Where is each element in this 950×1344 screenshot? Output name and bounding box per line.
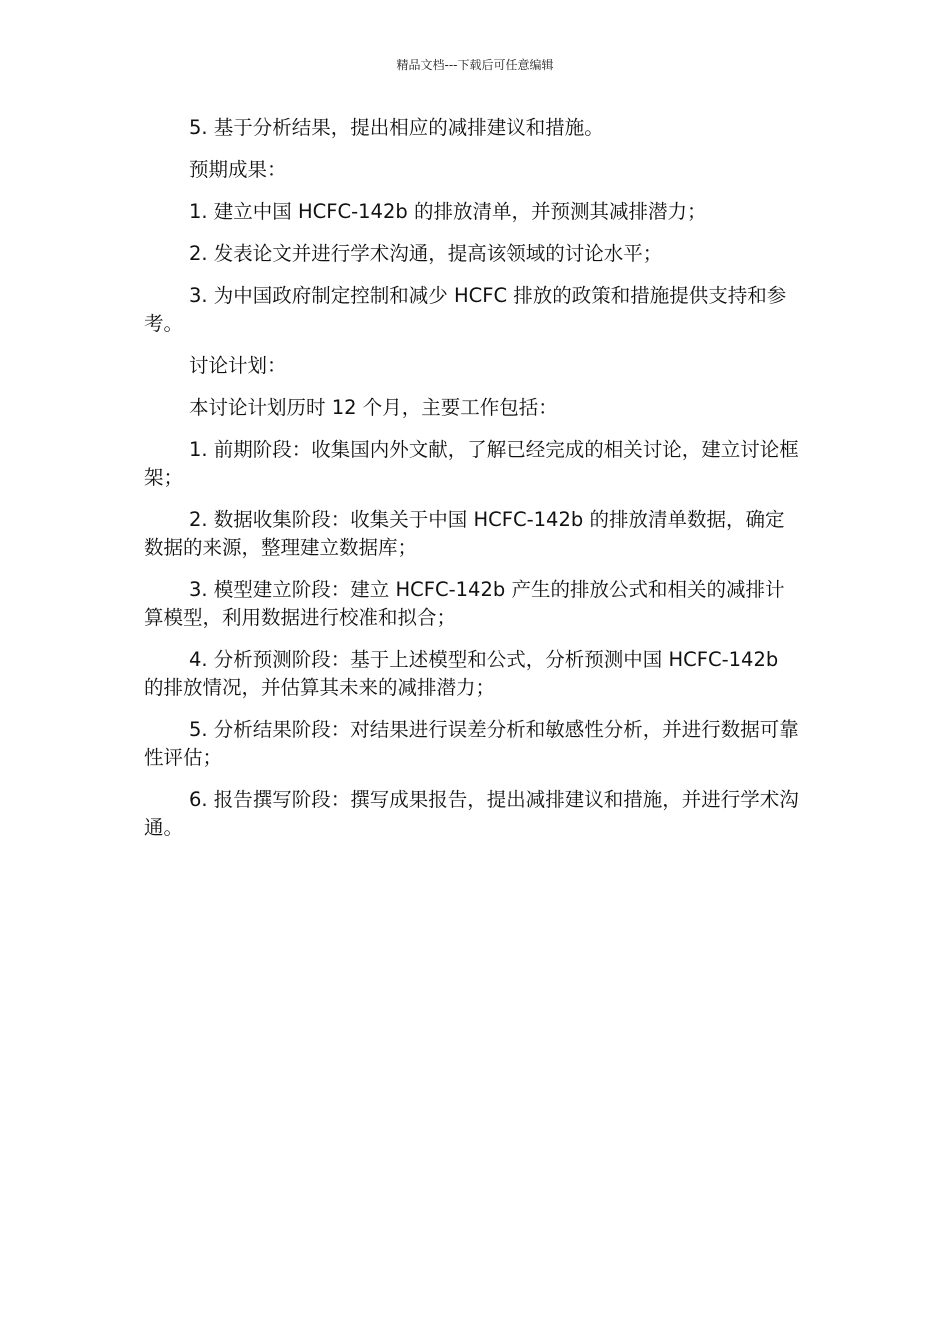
paragraph-recommendations: 5. 基于分析结果，提出相应的减排建议和措施。 [189,116,604,139]
page-header: 精品文档---下载后可任意编辑 [396,58,554,72]
heading-expected-results: 预期成果： [189,158,287,181]
result-item-2: 2. 发表论文并进行学术沟通，提高该领域的讨论水平； [189,242,663,265]
plan-intro: 本讨论计划历时 12 个月，主要工作包括： [189,396,558,419]
plan-stage-4: 4. 分析预测阶段：基于上述模型和公式，分析预测中国 HCFC-142b 的排放情况，并估算其未来的减排潜力； [144,648,779,699]
result-item-1: 1. 建立中国 HCFC-142b 的排放清单，并预测其减排潜力； [189,200,707,223]
plan-stage-5: 5. 分析结果阶段：对结果进行误差分析和敏感性分析，并进行数据可靠性评估； [144,718,799,769]
result-item-3: 3. 为中国政府制定控制和减少 HCFC 排放的政策和措施提供支持和参考。 [144,284,787,335]
plan-stage-2: 2. 数据收集阶段：收集关于中国 HCFC-142b 的排放清单数据，确定数据的来源，整理建立数据库； [144,508,785,559]
plan-stage-6: 6. 报告撰写阶段：撰写成果报告，提出减排建议和措施，并进行学术沟通。 [144,788,799,839]
heading-research-plan: 讨论计划： [189,354,287,377]
plan-stage-3: 3. 模型建立阶段：建立 HCFC-142b 产生的排放公式和相关的减排计算模型，利用数据进行校准和拟合； [144,578,785,629]
plan-stage-1: 1. 前期阶段：收集国内外文献，了解已经完成的相关讨论，建立讨论框架； [144,438,799,489]
document-body [144,114,800,856]
